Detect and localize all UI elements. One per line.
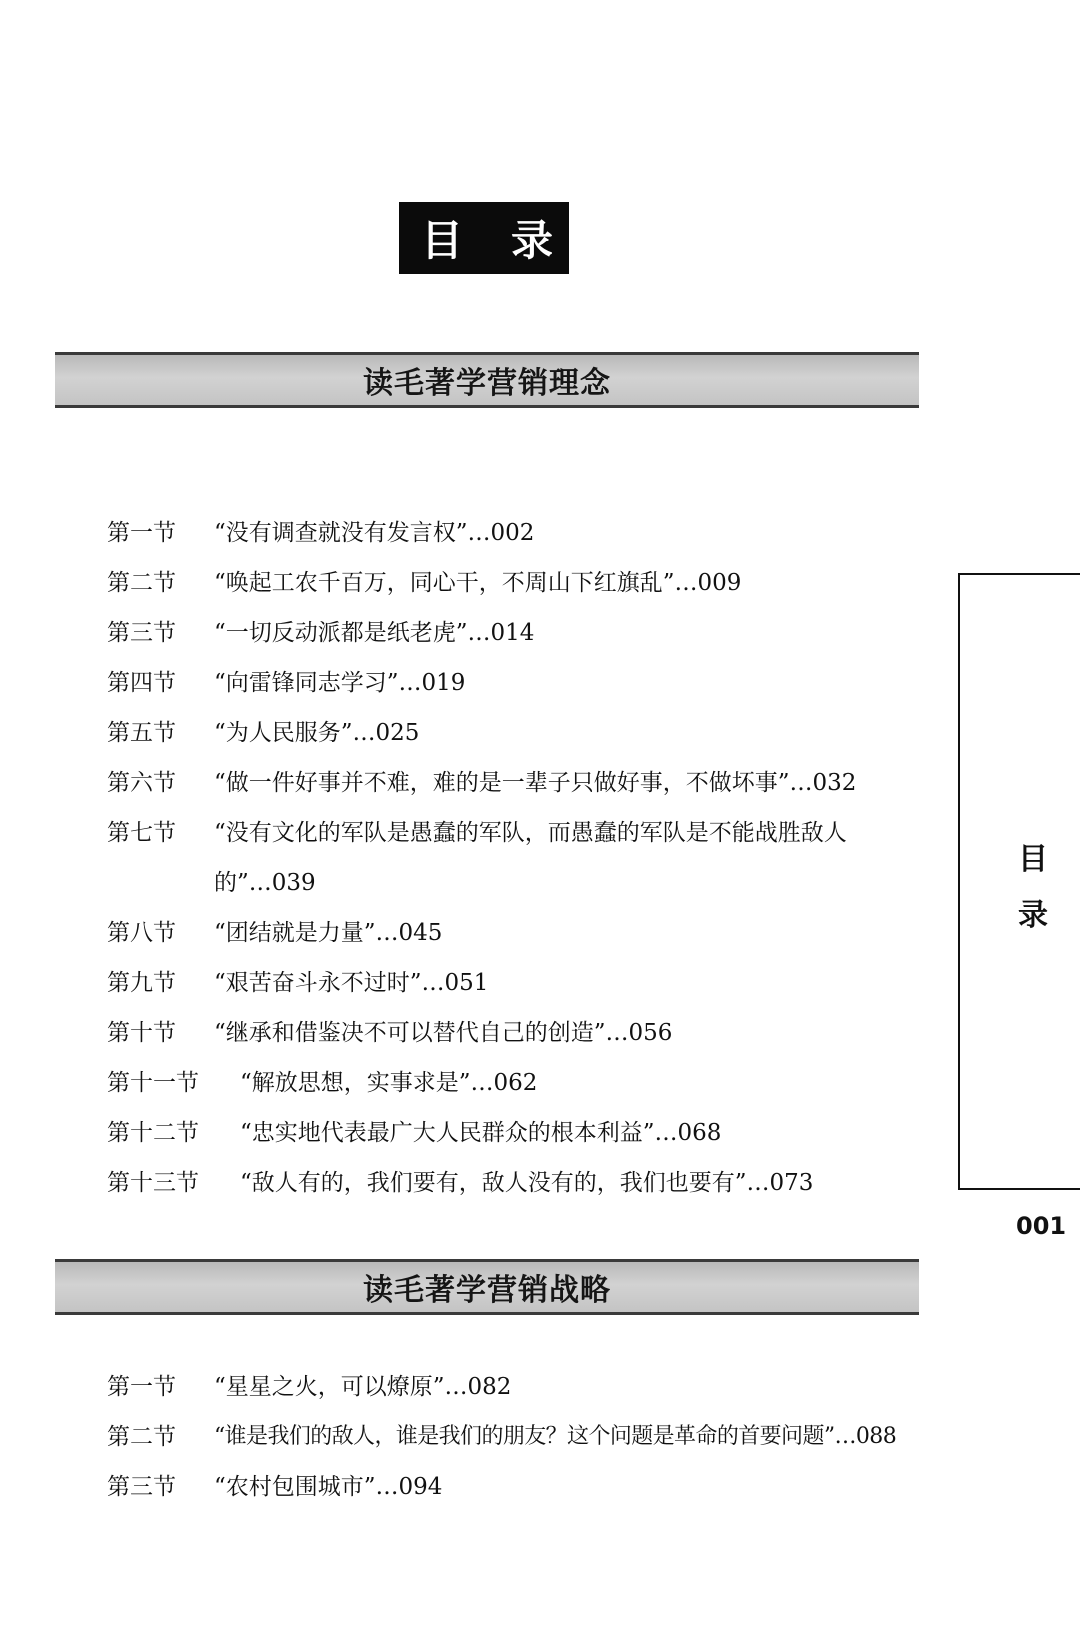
section-number: 第六节 bbox=[107, 770, 176, 796]
page-title bbox=[399, 202, 569, 274]
section-number: 第八节 bbox=[107, 920, 176, 946]
section-title: “团结就是力量”…045 bbox=[214, 920, 443, 946]
toc-entry[interactable] bbox=[107, 608, 937, 658]
page-title-right: 录 bbox=[510, 216, 553, 265]
section-number: 第十一节 bbox=[107, 1070, 199, 1096]
section-title: “做一件好事并不难，难的是一辈子只做好事，不做坏事”…032 bbox=[214, 770, 857, 796]
section-number: 第一节 bbox=[107, 1374, 176, 1400]
section-title: “敌人有的，我们要有，敌人没有的，我们也要有”…073 bbox=[240, 1170, 814, 1196]
section-title: “解放思想，实事求是”…062 bbox=[240, 1070, 538, 1096]
section-title: “农村包围城市”…094 bbox=[214, 1474, 443, 1500]
section-number: 第四节 bbox=[107, 670, 176, 696]
section-number: 第九节 bbox=[107, 970, 176, 996]
part2-heading: 读毛著学营销战略 bbox=[363, 1273, 611, 1308]
toc-entry[interactable] bbox=[107, 1462, 937, 1512]
section-number: 第五节 bbox=[107, 720, 176, 746]
toc-entry[interactable] bbox=[107, 1412, 937, 1462]
section-title: “向雷锋同志学习”…019 bbox=[214, 670, 466, 696]
side-tab-label bbox=[1016, 832, 1050, 944]
section-number: 第七节 bbox=[107, 820, 176, 846]
part2-heading-band bbox=[55, 1259, 919, 1315]
toc-entry[interactable] bbox=[107, 558, 937, 608]
side-tab-bottom: 录 bbox=[1018, 898, 1048, 933]
toc-entry[interactable] bbox=[107, 708, 937, 758]
toc-entry[interactable] bbox=[107, 1008, 937, 1058]
toc-entry[interactable] bbox=[107, 1108, 937, 1158]
section-title: “星星之火，可以燎原”…082 bbox=[214, 1374, 512, 1400]
side-tab-top: 目 bbox=[1018, 842, 1048, 877]
section-title: “没有调查就没有发言权”…002 bbox=[214, 520, 535, 546]
toc-entry-continuation[interactable] bbox=[107, 858, 937, 908]
section-number: 第三节 bbox=[107, 620, 176, 646]
toc-entry[interactable] bbox=[107, 1362, 937, 1412]
section-number: 第十三节 bbox=[107, 1170, 199, 1196]
section-number: 第十二节 bbox=[107, 1120, 199, 1146]
toc-entry[interactable] bbox=[107, 658, 937, 708]
toc-entry[interactable] bbox=[107, 1058, 937, 1108]
section-title: “艰苦奋斗永不过时”…051 bbox=[214, 970, 489, 996]
toc-entry[interactable] bbox=[107, 958, 937, 1008]
toc-entry[interactable] bbox=[107, 808, 937, 858]
section-title: “谁是我们的敌人，谁是我们的朋友？这个问题是革命的首要问题”…088 bbox=[214, 1424, 897, 1449]
section-title-continuation: 的”…039 bbox=[214, 870, 316, 896]
toc-entry[interactable] bbox=[107, 908, 937, 958]
page-title-left: 目 bbox=[421, 216, 464, 265]
section-number: 第一节 bbox=[107, 520, 176, 546]
part1-heading-band bbox=[55, 352, 919, 408]
toc-entry[interactable] bbox=[107, 508, 937, 558]
section-title: “没有文化的军队是愚蠢的军队，而愚蠢的军队是不能战胜敌人 bbox=[214, 820, 847, 846]
section-title: “继承和借鉴决不可以替代自己的创造”…056 bbox=[214, 1020, 673, 1046]
part2-toc bbox=[107, 1362, 937, 1512]
section-title: “一切反动派都是纸老虎”…014 bbox=[214, 620, 535, 646]
section-number: 第二节 bbox=[107, 1424, 176, 1450]
part1-heading: 读毛著学营销理念 bbox=[363, 366, 611, 401]
section-number: 第十节 bbox=[107, 1020, 176, 1046]
section-number: 第二节 bbox=[107, 570, 176, 596]
section-title: “忠实地代表最广大人民群众的根本利益”…068 bbox=[240, 1120, 722, 1146]
toc-entry[interactable] bbox=[107, 758, 937, 808]
section-number: 第三节 bbox=[107, 1474, 176, 1500]
page-number: 001 bbox=[1016, 1212, 1067, 1240]
toc-entry[interactable] bbox=[107, 1158, 937, 1208]
part1-toc bbox=[107, 508, 937, 1208]
section-title: “唤起工农千百万，同心干，不周山下红旗乱”…009 bbox=[214, 570, 742, 596]
section-title: “为人民服务”…025 bbox=[214, 720, 420, 746]
